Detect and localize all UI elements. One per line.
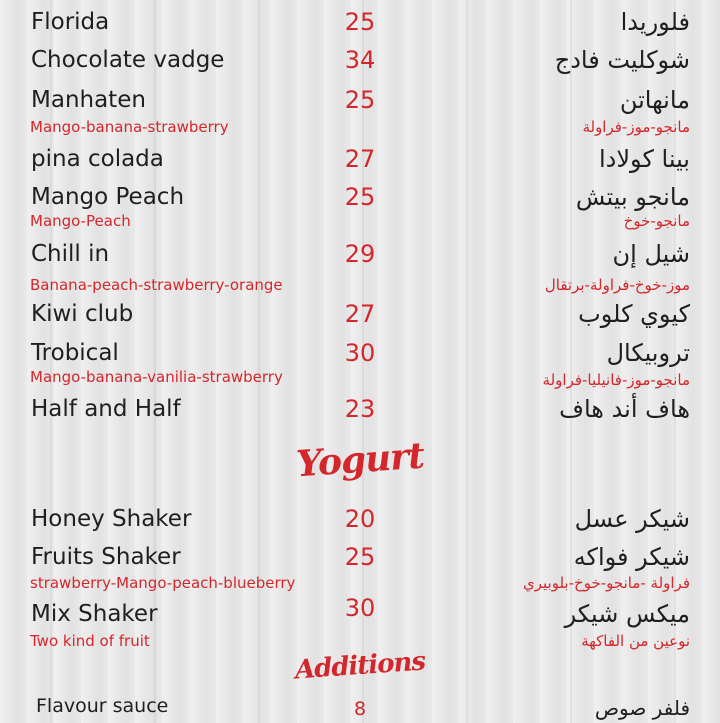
item-name-ar: تروبيكال [606, 339, 690, 367]
item-price: 27 [344, 300, 376, 328]
item-name-ar: شيكر فواكه [573, 543, 690, 571]
item-description-en: strawberry-Mango-peach-blueberry [30, 574, 296, 592]
item-name-en: Florida [31, 9, 110, 35]
item-description-en: Two kind of fruit [30, 632, 150, 650]
item-price: 25 [344, 8, 376, 36]
item-name-en: Chill in [31, 241, 110, 267]
item-name-en: pina colada [31, 146, 164, 172]
item-name-ar: شيكر عسل [574, 505, 690, 533]
item-name-en: Kiwi club [31, 301, 134, 327]
item-description-ar: فراولة -مانجو-خوخ-بلوبيري [523, 574, 690, 592]
item-name-ar: فلوريدا [620, 8, 690, 36]
item-description-ar: مانجو-موز-فراولة [582, 118, 690, 136]
section-title-additions: Additions [294, 646, 426, 686]
item-price: 20 [344, 505, 376, 533]
item-description-ar: مانجو-موز-فانيليا-فراولة [542, 371, 690, 389]
item-description-en: Banana-peach-strawberry-orange [30, 276, 283, 294]
item-name-ar: ميكس شيكر [564, 600, 690, 628]
item-price: 25 [344, 86, 376, 114]
item-price: 8 [353, 698, 367, 720]
item-name-en: Fruits Shaker [31, 544, 181, 570]
item-name-en: Mix Shaker [31, 601, 158, 627]
item-name-ar: شوكليت فادج [554, 46, 690, 74]
item-name-en: Flavour sauce [36, 695, 169, 717]
item-price: 25 [344, 543, 376, 571]
item-price: 23 [344, 395, 376, 423]
item-price: 27 [344, 145, 376, 173]
item-description-ar: نوعين من الفاكهة [581, 632, 690, 650]
item-price: 30 [344, 339, 376, 367]
item-price: 34 [344, 46, 376, 74]
item-description-en: Mango-Peach [30, 212, 131, 230]
item-price: 30 [344, 594, 376, 622]
item-name-en: Honey Shaker [31, 506, 192, 532]
item-description-ar: مانجو-خوخ [623, 212, 690, 230]
item-description-ar: موز-خوخ-فراولة-برتقال [544, 276, 690, 294]
item-name-ar: بينا كولادا [599, 145, 690, 173]
item-name-en: Mango Peach [31, 184, 185, 210]
item-name-ar: شيل إن [612, 240, 690, 268]
item-name-ar: فلفر صوص [594, 696, 690, 720]
item-description-en: Mango-banana-strawberry [30, 118, 229, 136]
item-description-en: Mango-banana-vanilia-strawberry [30, 368, 283, 386]
item-name-ar: مانجو بيتش [575, 183, 690, 211]
item-name-en: Trobical [31, 340, 119, 366]
item-price: 25 [344, 183, 376, 211]
item-name-en: Chocolate vadge [31, 47, 225, 73]
item-price: 29 [344, 240, 376, 268]
item-name-ar: هاف أند هاف [559, 395, 690, 423]
section-title-yogurt: Yogurt [294, 434, 426, 486]
item-name-ar: مانهاتن [619, 86, 690, 114]
item-name-en: Half and Half [31, 396, 181, 422]
item-name-ar: كيوي كلوب [578, 300, 690, 328]
item-name-en: Manhaten [31, 87, 146, 113]
